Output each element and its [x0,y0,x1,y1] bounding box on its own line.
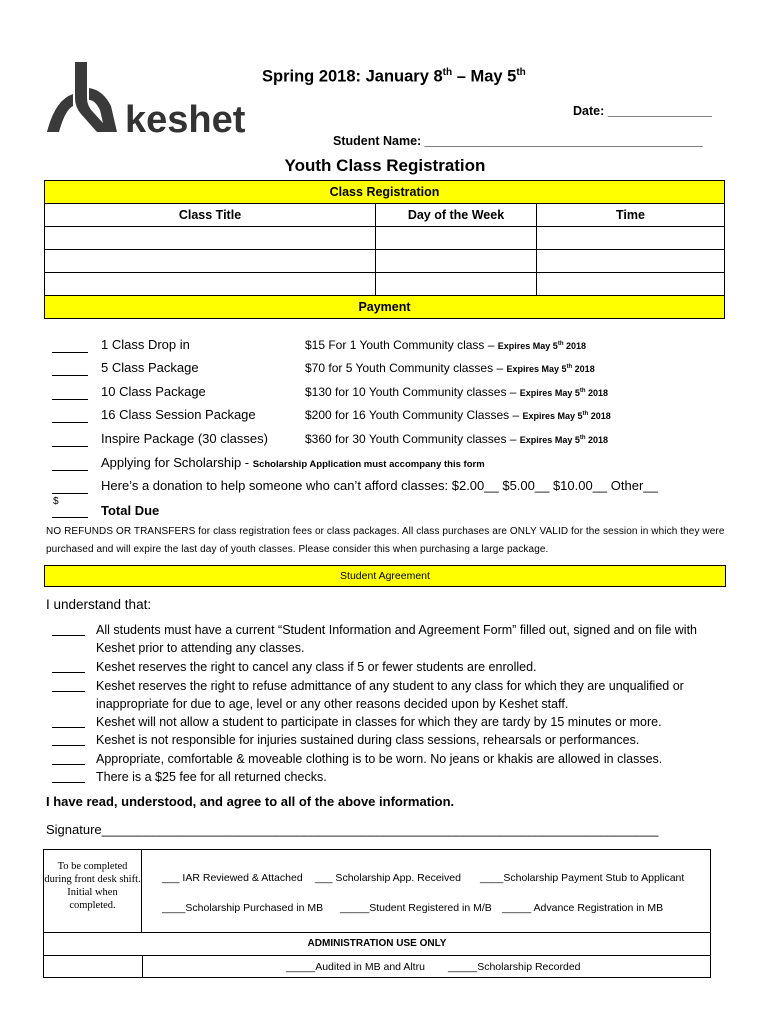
total-due-label: Total Due [101,503,160,518]
column-time: Time [537,204,725,227]
admin-check-audited[interactable]: _____Audited in MB and Altru [286,961,425,973]
student-name-field[interactable]: Student Name: ________________________________________ [333,134,703,148]
payment-blank[interactable] [52,338,88,353]
time-cell[interactable] [537,273,725,296]
day-cell[interactable] [376,227,537,250]
agreement-item: Keshet reserves the right to refuse admittance of any student to any class for which they are unqualified or inappropriate for due to age, level or any other reasons decided upon by Keshet staff. [96,679,684,711]
admin-check-student-registered[interactable]: _____Student Registered in M/B [340,902,492,914]
agreement-item: All students must have a current “Student Information and Agreement Form” filled out, signed and on file with Keshet prior to attending any classes. [96,623,698,655]
initial-blank[interactable] [52,752,85,765]
refund-policy-note: NO REFUNDS OR TRANSFERS for class registration fees or class packages. All class purchases are ONLY VALID for the session in which they were purchased and will expire the last day of youth classes. Please consider this when purchasing a large package. [46,526,725,555]
student-agreement-header: Student Agreement [44,565,726,587]
payment-blank[interactable] [52,408,88,423]
table-row [45,250,725,273]
class-registration-table [44,180,725,319]
admin-check-scholarship-purchased[interactable]: ____Scholarship Purchased in MB [162,902,324,914]
scholarship-option: Applying for Scholarship - Scholarship Application must accompany this form [101,455,485,470]
column-class-title: Class Title [45,204,376,227]
table-row [45,227,725,250]
agreement-item: Appropriate, comfortable & moveable clothing is to be worn. No jeans or khakis are allowed in classes. [96,752,663,766]
column-day-of-week: Day of the Week [376,204,537,227]
admin-empty-cell [44,955,143,977]
class-title-cell[interactable] [45,250,376,273]
class-title-cell[interactable] [45,227,376,250]
payment-blank[interactable] [52,361,88,376]
payment-option-price: $360 for 30 Youth Community classes – Expires May 5th 2018 [305,432,609,446]
time-cell[interactable] [537,250,725,273]
keshet-logo-mark [45,60,260,140]
total-due-blank[interactable] [52,503,88,518]
payment-header: Payment [45,296,725,319]
season-dates: Spring 2018: January 8th – May 5th [262,67,526,86]
time-cell[interactable] [537,227,725,250]
payment-blank[interactable] [52,385,88,400]
day-cell[interactable] [376,250,537,273]
payment-option-price: $130 for 10 Youth Community classes – Expires May 5th 2018 [305,385,609,399]
front-desk-note: To be completed during front desk shift. Initial when completed. [44,850,142,932]
payment-option-price: $15 For 1 Youth Community class – Expires May 5th 2018 [305,338,587,352]
payment-option-label: 10 Class Package [101,384,206,399]
table-row [45,273,725,296]
agreement-confirmation: I have read, understood, and agree to all of the above information. [46,794,455,809]
signature-field[interactable]: Signature_____________________________________________________________________________ [46,822,659,837]
admin-check-scholarship-app[interactable]: ___ Scholarship App. Received [315,872,461,884]
admin-check-scholarship-recorded[interactable]: _____Scholarship Recorded [448,961,581,973]
logo-wordmark: keshet [125,99,246,140]
donation-blank[interactable] [52,479,88,494]
scholarship-blank[interactable] [52,456,88,471]
admin-box [43,849,711,978]
agreement-item: There is a $25 fee for all returned checks. [96,770,327,784]
admin-check-payment-stub[interactable]: ____Scholarship Payment Stub to Applicant [480,872,685,884]
agreement-item: Keshet will not allow a student to participate in classes for which they are tardy by 15 minutes or more. [96,715,662,729]
class-registration-header: Class Registration [45,181,725,204]
payment-blank[interactable] [52,432,88,447]
payment-option-label: 16 Class Session Package [101,407,256,422]
day-cell[interactable] [376,273,537,296]
payment-option-price: $200 for 16 Youth Community Classes – Expires May 5th 2018 [305,408,611,422]
class-title-cell[interactable] [45,273,376,296]
initial-blank[interactable] [52,660,85,673]
initial-blank[interactable] [52,715,85,728]
payment-option-label: Inspire Package (30 classes) [101,431,268,446]
payment-option-price: $70 for 5 Youth Community classes – Expires May 5th 2018 [305,361,595,375]
agreement-item: Keshet reserves the right to cancel any class if 5 or fewer students are enrolled. [96,660,537,674]
initial-blank[interactable] [52,623,85,636]
admin-check-advance-registration[interactable]: _____ Advance Registration in MB [502,902,664,914]
date-field[interactable]: Date: _______________ [573,104,713,118]
agreement-intro: I understand that: [46,597,152,612]
admin-check-iar[interactable]: ___ IAR Reviewed & Attached [162,872,303,884]
initial-blank[interactable] [52,679,85,692]
payment-option-label: 5 Class Package [101,360,199,375]
dollar-sign: $ [53,496,59,507]
payment-option-label: 1 Class Drop in [101,337,190,352]
initial-blank[interactable] [52,770,85,783]
agreement-item: Keshet is not responsible for injuries sustained during class sessions, rehearsals or performances. [96,733,640,747]
initial-blank[interactable] [52,733,85,746]
keshet-logo [45,60,260,140]
form-title: Youth Class Registration [284,156,486,175]
admin-use-heading: ADMINISTRATION USE ONLY [44,932,710,956]
donation-option[interactable]: Here’s a donation to help someone who can’t afford classes: $2.00__ $5.00__ $10.00__ Other__ [101,478,658,493]
